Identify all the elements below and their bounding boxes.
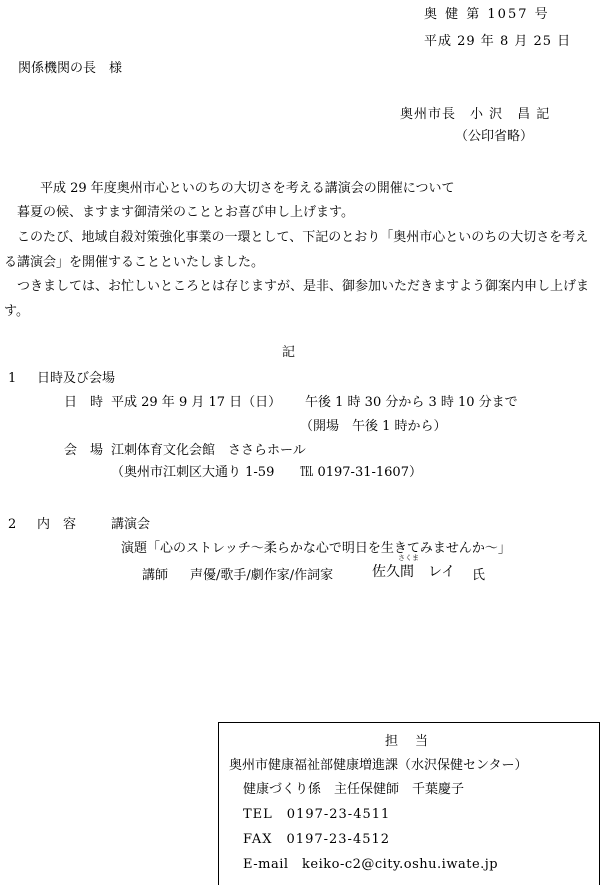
recipient: 関係機関の長 様	[18, 61, 123, 76]
lecturer-name: 佐久間 レイ	[372, 564, 456, 580]
lecturer-name-ruby: さくま	[398, 554, 419, 562]
open-time-value: （開場 午後 1 時から）	[300, 419, 447, 434]
venue-address: （奥州市江刺区大通り 1-59 ℡ 0197-31-1607）	[111, 465, 422, 480]
item2-title: 内 容	[37, 517, 77, 532]
datetime-label: 日 時	[64, 395, 104, 410]
lecturer-honorific: 氏	[472, 568, 486, 583]
lecturer-label: 講師	[142, 568, 169, 583]
subject: 平成 29 年度奥州市心といのちの大切さを考える講演会の開催について	[40, 181, 455, 196]
contact-heading: 担 当	[385, 734, 431, 749]
sender: 奥州市長 小 沢 昌 記	[400, 107, 551, 122]
paragraph-greeting: 暮夏の候、ますます御清栄のこととお喜び申し上げます。	[4, 205, 354, 220]
document-number: 奥 健 第 1057 号	[424, 7, 550, 22]
lecture-type: 講演会	[111, 517, 151, 532]
ki-label: 記	[282, 345, 296, 360]
lecture-topic: 演題「心のストレッチ〜柔らかな心で明日を生きてみませんか〜」	[121, 541, 511, 556]
paragraph-announcement: このたび、地域自殺対策強化事業の一環として、下記のとおり「奥州市心といのちの大切さを考える講演会」を開催することといたしました。	[4, 230, 589, 270]
lecturer-role: 声優/歌手/劇作家/作詞家	[190, 568, 334, 583]
contact-staff: 健康づくり係 主任保健師 千葉慶子	[243, 782, 465, 797]
contact-fax: FAX 0197-23-4512	[243, 832, 391, 847]
paragraph-invitation: つきましては、お忙しいところとは存じますが、是非、御参加いただきますよう御案内申し上げます。	[4, 279, 590, 319]
contact-department: 奥州市健康福祉部健康増進課（水沢保健センター）	[229, 758, 528, 773]
item1-title: 日時及び会場	[37, 371, 116, 386]
document-date: 平成 29 年 8 月 25 日	[424, 34, 572, 49]
seal-note: （公印省略）	[455, 129, 534, 144]
item2-number: 2	[8, 517, 17, 532]
contact-box	[218, 722, 600, 885]
item1-number: 1	[8, 371, 17, 386]
venue-value: 江刺体育文化会館 ささらホール	[111, 443, 306, 458]
contact-tel: TEL 0197-23-4511	[243, 807, 391, 822]
datetime-value: 平成 29 年 9 月 17 日（日）	[111, 395, 282, 410]
contact-email: E-mail keiko-c2@city.oshu.iwate.jp	[243, 857, 499, 872]
venue-label: 会 場	[64, 443, 104, 458]
time-value: 午後 1 時 30 分から 3 時 10 分まで	[305, 395, 518, 410]
